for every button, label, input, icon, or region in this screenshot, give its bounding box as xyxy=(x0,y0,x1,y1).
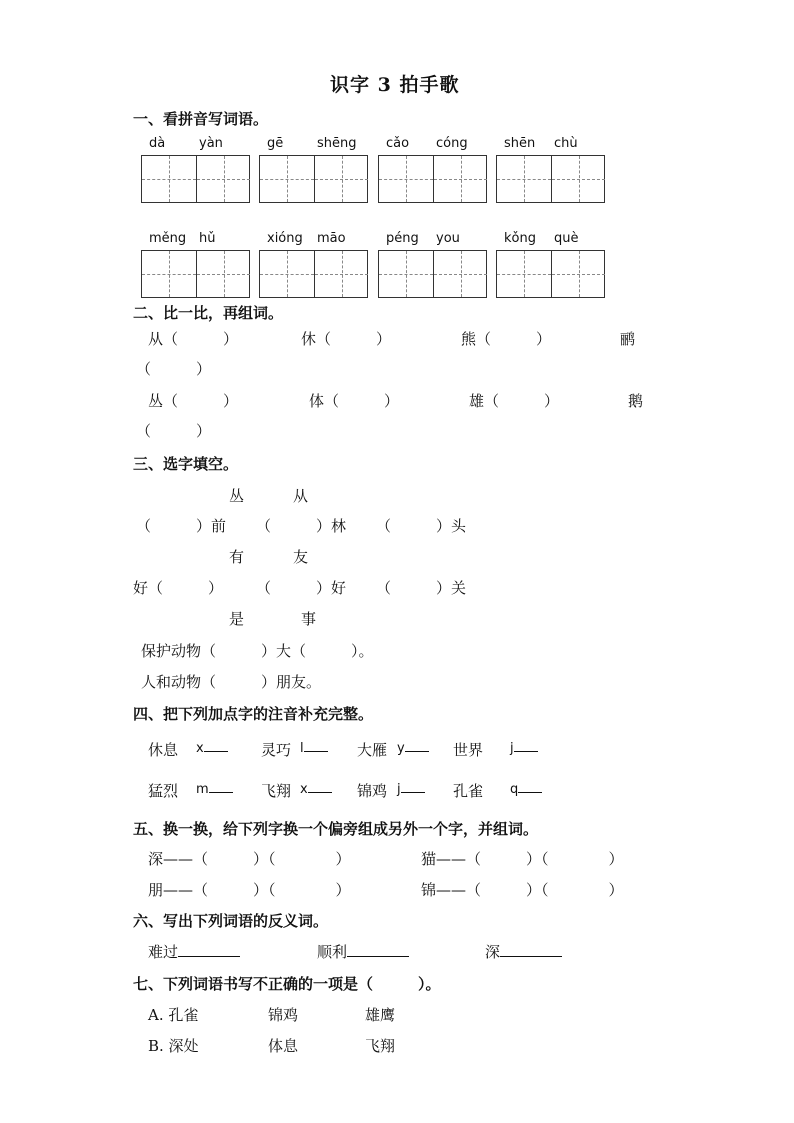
pinyin-label: què xyxy=(554,231,579,246)
compare-item-wrap: （ ） xyxy=(136,422,212,440)
pinyin-label: měng xyxy=(149,231,187,246)
radical-item: 朋——（ ）（ ） xyxy=(148,881,351,899)
pinyin-blank[interactable]: l xyxy=(300,739,328,756)
option-b-word: 体息 xyxy=(268,1037,299,1055)
pinyin-label: cǎo xyxy=(386,136,410,151)
pinyin-label: cóng xyxy=(436,136,468,151)
writing-box[interactable] xyxy=(496,155,605,203)
pinyin-blank[interactable]: x xyxy=(300,780,332,797)
compare-item: 体（ ） xyxy=(309,392,400,410)
pinyin-blank[interactable]: j xyxy=(510,739,538,756)
fill-item: （ ）关 xyxy=(376,579,467,597)
compare-item: 丛（ ） xyxy=(148,392,239,410)
section6-heading: 六、写出下列词语的反义词。 xyxy=(133,912,329,930)
pinyin-blank[interactable]: x xyxy=(196,739,228,756)
word: 休息 xyxy=(148,741,179,759)
compare-item: 鹅 xyxy=(628,392,644,410)
fill-item: （ ）林 xyxy=(256,517,347,535)
choice-char: 事 xyxy=(301,610,317,628)
antonym-item: 深 xyxy=(485,941,562,962)
writing-box[interactable] xyxy=(496,250,605,298)
tianzige-cell[interactable] xyxy=(433,156,487,202)
tianzige-cell[interactable] xyxy=(260,156,314,202)
option-b-word: 飞翔 xyxy=(365,1037,396,1055)
antonym-item: 难过 xyxy=(148,941,240,962)
pinyin-label: dà xyxy=(149,136,166,151)
section3-heading: 三、选字填空。 xyxy=(133,455,239,473)
choice-char: 是 xyxy=(229,610,245,628)
pinyin-blank[interactable]: y xyxy=(397,739,429,756)
pinyin-label: māo xyxy=(317,231,346,246)
tianzige-cell[interactable] xyxy=(260,251,314,297)
word: 孔雀 xyxy=(453,782,484,800)
tianzige-cell[interactable] xyxy=(142,156,196,202)
pinyin-label: chù xyxy=(554,136,578,151)
fill-sentence: 人和动物（ ）朋友。 xyxy=(141,673,322,691)
pinyin-blank[interactable]: m xyxy=(196,780,233,797)
pinyin-blank[interactable]: j xyxy=(397,780,425,797)
page-title: 识字 3 拍手歌 xyxy=(330,74,460,96)
choice-char: 友 xyxy=(293,548,309,566)
pinyin-label: shēng xyxy=(317,136,357,151)
option-a-label: A. 孔雀 xyxy=(148,1006,199,1024)
compare-item: 从（ ） xyxy=(148,330,239,348)
word: 锦鸡 xyxy=(357,782,388,800)
tianzige-cell[interactable] xyxy=(497,156,551,202)
pinyin-label: xióng xyxy=(267,231,303,246)
pinyin-blank[interactable]: q xyxy=(510,780,542,797)
tianzige-cell[interactable] xyxy=(433,251,487,297)
word: 飞翔 xyxy=(261,782,292,800)
fill-item: 好（ ） xyxy=(133,579,224,597)
compare-item-wrap: （ ） xyxy=(136,360,212,378)
tianzige-cell[interactable] xyxy=(497,251,551,297)
writing-box[interactable] xyxy=(141,250,250,298)
word: 大雁 xyxy=(357,741,388,759)
pinyin-label: hǔ xyxy=(199,231,216,246)
pinyin-label: shēn xyxy=(504,136,536,151)
tianzige-cell[interactable] xyxy=(379,156,433,202)
word: 世界 xyxy=(453,741,484,759)
fill-item: （ ）头 xyxy=(376,517,467,535)
word: 灵巧 xyxy=(261,741,292,759)
option-b-label: B. 深处 xyxy=(148,1037,199,1055)
tianzige-cell[interactable] xyxy=(551,251,605,297)
fill-item: （ ）好 xyxy=(256,579,347,597)
word: 猛烈 xyxy=(148,782,179,800)
tianzige-cell[interactable] xyxy=(314,156,368,202)
pinyin-label: péng xyxy=(386,231,419,246)
choice-char: 丛 xyxy=(229,487,245,505)
writing-box[interactable] xyxy=(141,155,250,203)
tianzige-cell[interactable] xyxy=(379,251,433,297)
antonym-item: 顺利 xyxy=(317,941,409,962)
compare-item: 熊（ ） xyxy=(461,330,552,348)
pinyin-label: yàn xyxy=(199,136,223,151)
pinyin-label: kǒng xyxy=(504,231,536,246)
radical-item: 猫——（ ）（ ） xyxy=(421,850,624,868)
choice-char: 从 xyxy=(293,487,309,505)
pinyin-label: you xyxy=(436,231,460,246)
compare-item: 雄（ ） xyxy=(469,392,560,410)
tianzige-cell[interactable] xyxy=(314,251,368,297)
option-a-word: 锦鸡 xyxy=(268,1006,299,1024)
section5-heading: 五、换一换，给下列字换一个偏旁组成另外一个字，并组词。 xyxy=(133,820,539,838)
pinyin-label: gē xyxy=(267,136,284,151)
section4-heading: 四、把下列加点字的注音补充完整。 xyxy=(133,705,374,723)
compare-item: 休（ ） xyxy=(301,330,392,348)
choice-char: 有 xyxy=(229,548,245,566)
section1-heading: 一、看拼音写词语。 xyxy=(133,110,269,128)
writing-box[interactable] xyxy=(259,155,368,203)
section7-heading: 七、下列词语书写不正确的一项是（ ）。 xyxy=(133,975,441,993)
tianzige-cell[interactable] xyxy=(142,251,196,297)
tianzige-cell[interactable] xyxy=(196,251,250,297)
fill-item: （ ）前 xyxy=(136,517,227,535)
option-a-word: 雄鹰 xyxy=(365,1006,396,1024)
writing-box[interactable] xyxy=(378,250,487,298)
writing-box[interactable] xyxy=(259,250,368,298)
radical-item: 锦——（ ）（ ） xyxy=(421,881,624,899)
tianzige-cell[interactable] xyxy=(196,156,250,202)
radical-item: 深——（ ）（ ） xyxy=(148,850,351,868)
compare-item: 鹂 xyxy=(620,330,636,348)
writing-box[interactable] xyxy=(378,155,487,203)
tianzige-cell[interactable] xyxy=(551,156,605,202)
fill-sentence: 保护动物（ ）大（ ）。 xyxy=(141,642,374,660)
section2-heading: 二、比一比，再组词。 xyxy=(133,304,284,322)
